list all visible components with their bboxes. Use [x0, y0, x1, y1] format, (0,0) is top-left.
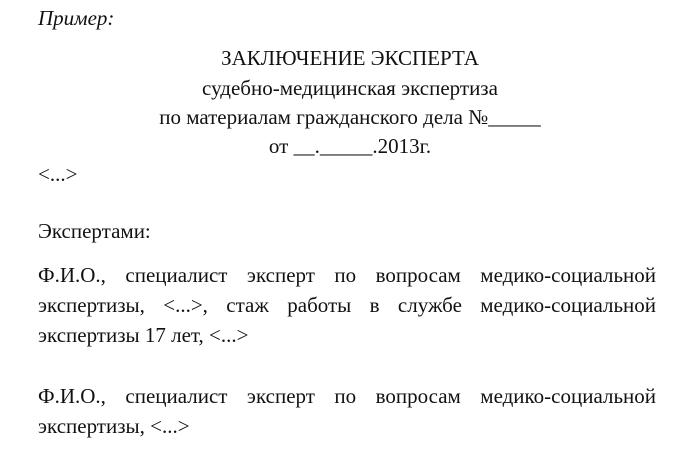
expert-paragraph-2	[38, 381, 656, 441]
document-title: ЗАКЛЮЧЕНИЕ ЭКСПЕРТА	[221, 46, 479, 70]
expert-1-line-2: экспертизы, <...>, стаж работы в службе медико-социальной	[38, 293, 656, 317]
example-label: Пример:	[38, 6, 115, 30]
document-date: от __._____.2013г.	[268, 134, 432, 158]
expert-2-line-1: Ф.И.О., специалист эксперт по вопросам медико-социальной	[38, 384, 656, 408]
expert-paragraph-1	[38, 260, 656, 350]
expert-1-line-3: экспертизы 17 лет, <...>	[38, 323, 249, 347]
expert-1-line-1: Ф.И.О., специалист эксперт по вопросам медико-социальной	[38, 263, 656, 287]
document-subtitle: судебно-медицинская экспертиза	[202, 76, 498, 100]
expert-2-line-2: экспертизы, <...>	[38, 414, 190, 438]
experts-label: Экспертами:	[38, 219, 151, 243]
case-reference: по материалам гражданского дела №_____	[159, 105, 541, 129]
omission-marker: <...>	[38, 162, 78, 186]
